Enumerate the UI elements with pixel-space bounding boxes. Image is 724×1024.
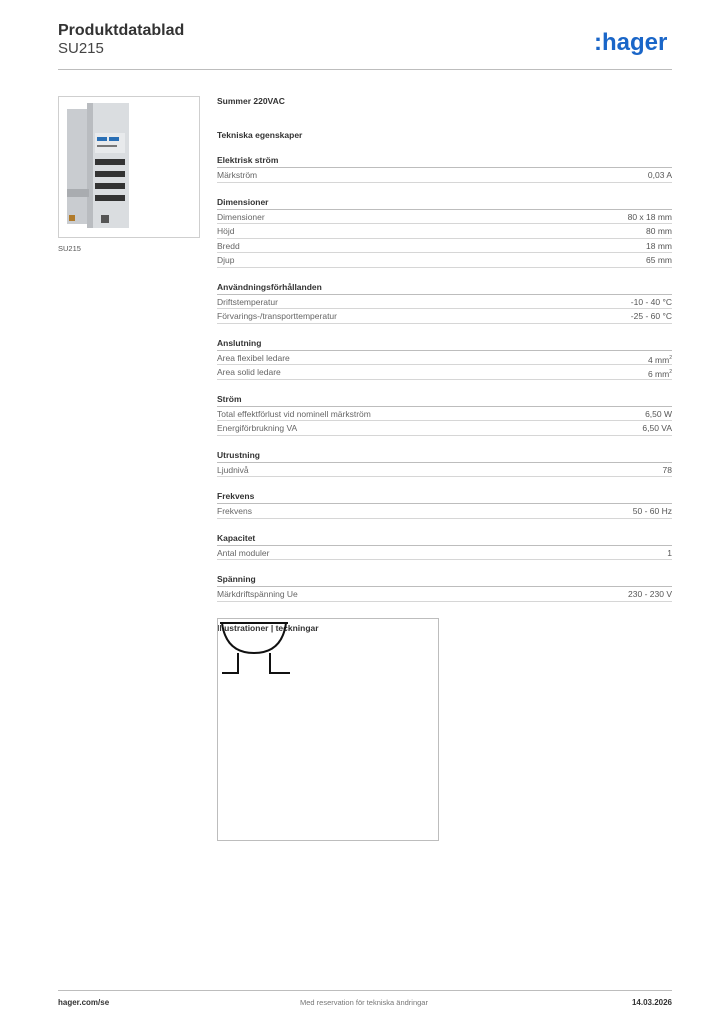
spec-row bbox=[217, 587, 672, 602]
spec-label: Märkdriftspänning Ue bbox=[217, 589, 298, 599]
spec-value bbox=[628, 587, 672, 601]
spec-section bbox=[217, 449, 672, 478]
spec-value-text: 0,03 A bbox=[647, 170, 672, 180]
section-title: Användningsförhållanden bbox=[217, 281, 672, 295]
tech-title: Tekniska egenskaper bbox=[217, 130, 303, 140]
spec-row bbox=[217, 295, 672, 310]
spec-value bbox=[645, 407, 672, 421]
spec-row bbox=[217, 546, 672, 561]
product-name: Summer 220VAC bbox=[217, 96, 285, 106]
spec-value-text: 65 mm bbox=[646, 255, 672, 265]
spec-value-text: 230 - 230 V bbox=[628, 589, 672, 599]
spec-label: Dimensioner bbox=[217, 211, 265, 222]
spec-value-superscript: 2 bbox=[669, 369, 672, 375]
spec-row bbox=[217, 253, 672, 268]
spec-label: Area solid ledare bbox=[217, 367, 281, 377]
spec-label: Bredd bbox=[217, 240, 240, 251]
footer-divider bbox=[58, 990, 672, 991]
spec-value-text: 6,50 VA bbox=[642, 423, 672, 433]
header-divider bbox=[58, 69, 672, 70]
buzzer-symbol-icon bbox=[218, 619, 438, 839]
spec-section bbox=[217, 573, 672, 602]
spec-row bbox=[217, 224, 672, 239]
spec-value-text: -10 - 40 °C bbox=[630, 296, 672, 307]
spec-section bbox=[217, 393, 672, 436]
spec-row bbox=[217, 351, 672, 366]
spec-value-text: 78 bbox=[662, 464, 672, 475]
spec-value-text: 18 mm bbox=[646, 240, 672, 251]
logo-text: :hager bbox=[594, 29, 668, 56]
spec-value bbox=[667, 546, 672, 560]
spec-value-text: 50 - 60 Hz bbox=[632, 506, 672, 516]
spec-row bbox=[217, 365, 672, 380]
spec-label: Antal moduler bbox=[217, 547, 270, 558]
spec-label: Area flexibel ledare bbox=[217, 352, 290, 363]
page-title: Produktdatablad bbox=[58, 22, 185, 39]
spec-section bbox=[217, 532, 672, 561]
spec-label: Förvarings-/transporttemperatur bbox=[217, 311, 337, 321]
spec-row bbox=[217, 407, 672, 422]
section-title: Utrustning bbox=[217, 449, 672, 463]
spec-value bbox=[631, 295, 672, 309]
spec-section bbox=[217, 337, 672, 380]
spec-label: Energiförbrukning VA bbox=[217, 423, 298, 433]
spec-value bbox=[631, 309, 672, 323]
spec-value-text: 6 mm bbox=[647, 368, 670, 379]
spec-content bbox=[217, 95, 672, 634]
section-title: Spänning bbox=[217, 573, 672, 587]
spec-row bbox=[217, 210, 672, 225]
spec-label: Driftstemperatur bbox=[217, 296, 278, 307]
image-caption: SU215 bbox=[58, 244, 81, 253]
spec-row bbox=[217, 239, 672, 254]
spec-value bbox=[663, 463, 672, 477]
spec-value bbox=[648, 365, 672, 379]
section-title: Frekvens bbox=[217, 490, 672, 504]
footer-date: 14.03.2026 bbox=[631, 998, 672, 1007]
spec-value-text: 6,50 W bbox=[645, 408, 672, 419]
spec-value bbox=[633, 504, 672, 518]
section-title: Anslutning bbox=[217, 337, 672, 351]
spec-value bbox=[646, 253, 672, 267]
spec-sections bbox=[217, 154, 672, 602]
spec-label: Ljudnivå bbox=[217, 464, 249, 475]
spec-label: Total effektförlust vid nominell märkström bbox=[217, 408, 371, 419]
product-photo-icon bbox=[59, 97, 199, 237]
spec-value bbox=[642, 421, 672, 435]
product-image bbox=[58, 96, 200, 238]
spec-label: Märkström bbox=[217, 170, 258, 180]
footer-website-link[interactable]: hager.com/se bbox=[58, 998, 110, 1007]
spec-value bbox=[646, 224, 672, 238]
spec-row bbox=[217, 463, 672, 478]
spec-value-superscript: 2 bbox=[669, 354, 672, 361]
section-title: Dimensioner bbox=[217, 196, 672, 210]
spec-section bbox=[217, 154, 672, 183]
spec-value-text: 4 mm bbox=[647, 354, 670, 365]
footer-disclaimer: Med reservation för tekniska ändringar bbox=[300, 998, 428, 1007]
hager-logo bbox=[594, 28, 674, 58]
spec-section bbox=[217, 196, 672, 268]
spec-label: Frekvens bbox=[217, 506, 252, 516]
spec-row bbox=[217, 504, 672, 519]
spec-label: Höjd bbox=[217, 226, 235, 236]
spec-section bbox=[217, 281, 672, 324]
spec-value bbox=[648, 168, 672, 182]
spec-value bbox=[646, 239, 672, 253]
spec-value bbox=[648, 351, 672, 365]
spec-value bbox=[628, 210, 672, 224]
spec-value-text: 1 bbox=[667, 547, 672, 558]
spec-row bbox=[217, 309, 672, 324]
spec-value-text: -25 - 60 °C bbox=[630, 311, 672, 321]
spec-label: Djup bbox=[217, 255, 235, 265]
illustrations-title: Illustrationer | teckningar bbox=[217, 622, 319, 633]
product-code: SU215 bbox=[58, 40, 104, 57]
spec-section bbox=[217, 490, 672, 519]
illustration-box bbox=[217, 618, 439, 841]
section-title: Ström bbox=[217, 393, 672, 407]
spec-row bbox=[217, 168, 672, 183]
section-title: Kapacitet bbox=[217, 532, 672, 546]
section-title: Elektrisk ström bbox=[217, 154, 672, 168]
spec-value-text: 80 x 18 mm bbox=[627, 211, 672, 222]
spec-value-text: 80 mm bbox=[646, 226, 672, 236]
spec-row bbox=[217, 421, 672, 436]
